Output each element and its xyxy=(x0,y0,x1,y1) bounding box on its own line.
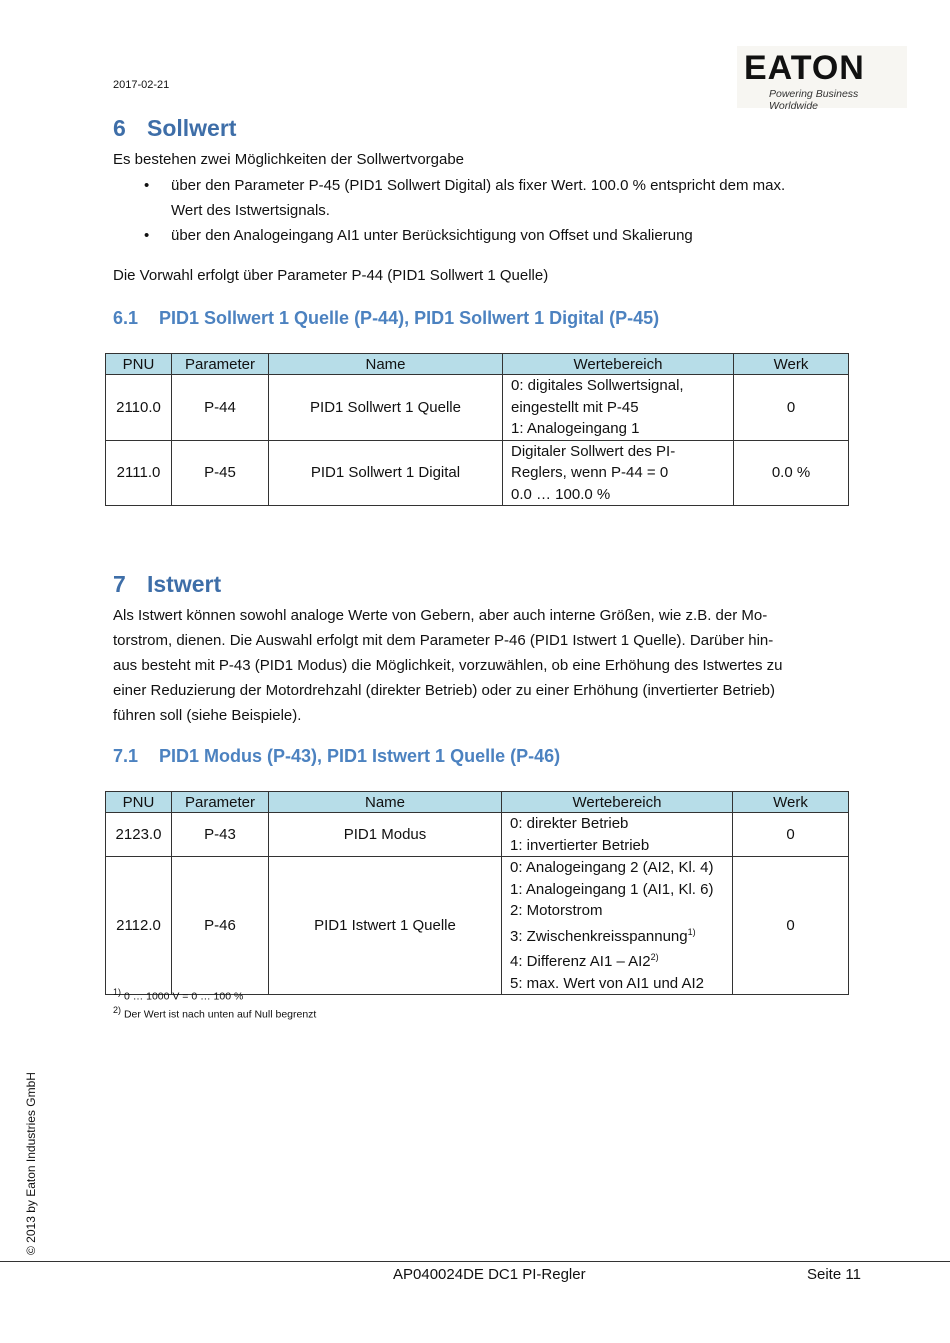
cell-werk: 0 xyxy=(734,375,849,441)
subsection-number: 6.1 xyxy=(113,308,139,328)
header-wertebereich: Wertebereich xyxy=(503,354,734,375)
footer-page-number: Seite 11 xyxy=(807,1266,861,1283)
range-text: 3: Zwischenkreisspannung xyxy=(510,927,688,945)
range-text: 4: Differenz AI1 – AI2 xyxy=(510,953,651,970)
range-line: 0: direkter Betrieb xyxy=(510,815,629,832)
footnote-text: Der Wert ist nach unten auf Null begrenzt xyxy=(123,1008,317,1021)
range-line: 0.0 … 100.0 % xyxy=(511,485,611,503)
table-header-row xyxy=(106,792,849,813)
header-parameter: Parameter xyxy=(172,792,269,813)
header-pnu: PNU xyxy=(106,792,172,813)
cell-werk: 0 xyxy=(733,813,849,857)
paragraph-line: Als Istwert können sowohl analoge Werte von Gebern, aber auch interne Größen, wie z.B. der Mo- xyxy=(113,607,768,624)
cell-name: PID1 Modus xyxy=(269,813,502,857)
cell-werk: 0.0 % xyxy=(734,440,849,506)
parameter-table-2 xyxy=(105,791,849,995)
range-line: Reglers, wenn P-44 = 0 xyxy=(511,464,669,481)
copyright-notice: © 2013 by Eaton Industries GmbH xyxy=(24,1072,38,1255)
header-name: Name xyxy=(269,792,502,813)
logo-tagline: Powering Business Worldwide xyxy=(769,88,859,112)
section-6-intro: Es bestehen zwei Möglichkeiten der Sollwertvorgabe xyxy=(113,151,465,168)
bullet-icon: • xyxy=(144,227,150,244)
footnote-ref: 2) xyxy=(650,952,659,962)
section-6-1-heading xyxy=(113,308,659,329)
bullet-text: über den Analogeingang AI1 unter Berücksichtigung von Offset und Skalierung xyxy=(171,227,693,244)
section-title: Istwert xyxy=(147,571,222,597)
cell-wertebereich xyxy=(502,813,733,857)
logo-wordmark: EATON xyxy=(744,49,865,87)
section-7-paragraph xyxy=(113,603,783,728)
table-row xyxy=(106,375,849,441)
cell-pnu: 2112.0 xyxy=(106,857,172,995)
paragraph-line: einer Reduzierung der Motordrehzahl (direkter Betrieb) oder zu einer Erhöhung (invertierter Betrieb) xyxy=(113,682,775,699)
cell-pnu: 2123.0 xyxy=(106,813,172,857)
footnote-text: 0 … 1000 V = 0 … 100 % xyxy=(123,990,244,1003)
section-7-heading xyxy=(113,571,221,598)
footnote-mark: 1) xyxy=(113,987,122,997)
cell-wertebereich xyxy=(503,375,734,441)
subsection-title: PID1 Modus (P-43), PID1 Istwert 1 Quelle (P-46) xyxy=(159,746,561,766)
range-line: 5: max. Wert von AI1 und AI2 xyxy=(510,974,704,992)
document-date: 2017-02-21 xyxy=(113,79,170,91)
cell-wertebereich xyxy=(502,857,733,995)
section-number: 7 xyxy=(113,571,126,597)
cell-name: PID1 Sollwert 1 Digital xyxy=(269,440,503,506)
range-line: 0: Analogeingang 2 (AI2, Kl. 4) xyxy=(510,859,714,876)
cell-werk: 0 xyxy=(733,857,849,995)
bullet-text: über den Parameter P-45 (PID1 Sollwert Digital) als fixer Wert. 100.0 % entspricht dem max. xyxy=(171,177,786,194)
header-werk: Werk xyxy=(734,354,849,375)
range-line: 1: Analogeingang 1 xyxy=(511,420,640,437)
header-werk: Werk xyxy=(733,792,849,813)
cell-pnu: 2111.0 xyxy=(106,440,172,506)
bullet-item xyxy=(144,173,786,198)
bullet-continuation: Wert des Istwertsignals. xyxy=(171,202,330,219)
range-line: eingestellt mit P-45 xyxy=(511,398,639,416)
cell-parameter: P-44 xyxy=(172,375,269,441)
section-7-1-heading xyxy=(113,746,560,767)
cell-parameter: P-45 xyxy=(172,440,269,506)
range-line: 1: invertierter Betrieb xyxy=(510,836,650,854)
range-line: Digitaler Sollwert des PI- xyxy=(511,442,676,460)
table-row xyxy=(106,813,849,857)
cell-wertebereich xyxy=(503,440,734,506)
table-row xyxy=(106,440,849,506)
section-title: Sollwert xyxy=(147,115,237,141)
cell-name: PID1 Istwert 1 Quelle xyxy=(269,857,502,995)
range-line: 0: digitales Sollwertsignal, xyxy=(511,377,684,394)
header-name: Name xyxy=(269,354,503,375)
paragraph-line: führen soll (siehe Beispiele). xyxy=(113,707,302,724)
range-line xyxy=(510,947,732,973)
bullet-icon: • xyxy=(144,177,150,194)
table-row xyxy=(106,857,849,995)
subsection-number: 7.1 xyxy=(113,746,139,766)
header-wertebereich: Wertebereich xyxy=(502,792,733,813)
footer-document-title: AP040024DE DC1 PI-Regler xyxy=(393,1266,586,1283)
cell-pnu: 2110.0 xyxy=(106,375,172,441)
cell-parameter: P-43 xyxy=(172,813,269,857)
header-pnu: PNU xyxy=(106,354,172,375)
footnote-mark: 2) xyxy=(113,1005,122,1015)
header-parameter: Parameter xyxy=(172,354,269,375)
range-line xyxy=(510,922,732,948)
cell-name: PID1 Sollwert 1 Quelle xyxy=(269,375,503,441)
subsection-title: PID1 Sollwert 1 Quelle (P-44), PID1 Sollwert 1 Digital (P-45) xyxy=(159,308,660,328)
table-header-row xyxy=(106,354,849,375)
range-line: 1: Analogeingang 1 (AI1, Kl. 6) xyxy=(510,880,714,898)
section-number: 6 xyxy=(113,115,126,141)
parameter-table-1 xyxy=(105,353,849,506)
section-6-heading xyxy=(113,115,236,142)
cell-parameter: P-46 xyxy=(172,857,269,995)
range-line: 2: Motorstrom xyxy=(510,902,603,919)
paragraph-line: torstrom, dienen. Die Auswahl erfolgt mit dem Parameter P-46 (PID1 Istwert 1 Quelle). Darüber hin- xyxy=(113,632,774,649)
eaton-logo xyxy=(737,46,907,112)
footer-divider xyxy=(0,1261,950,1262)
footnote-1 xyxy=(113,987,243,1003)
footnote-ref: 1) xyxy=(687,926,696,937)
selection-note: Die Vorwahl erfolgt über Parameter P-44 (PID1 Sollwert 1 Quelle) xyxy=(113,267,549,284)
paragraph-line: aus besteht mit P-43 (PID1 Modus) die Möglichkeit, vorzuwählen, ob eine Erhöhung des Istwertes zu xyxy=(113,657,783,674)
footnote-2 xyxy=(113,1005,316,1021)
bullet-item xyxy=(144,223,693,248)
